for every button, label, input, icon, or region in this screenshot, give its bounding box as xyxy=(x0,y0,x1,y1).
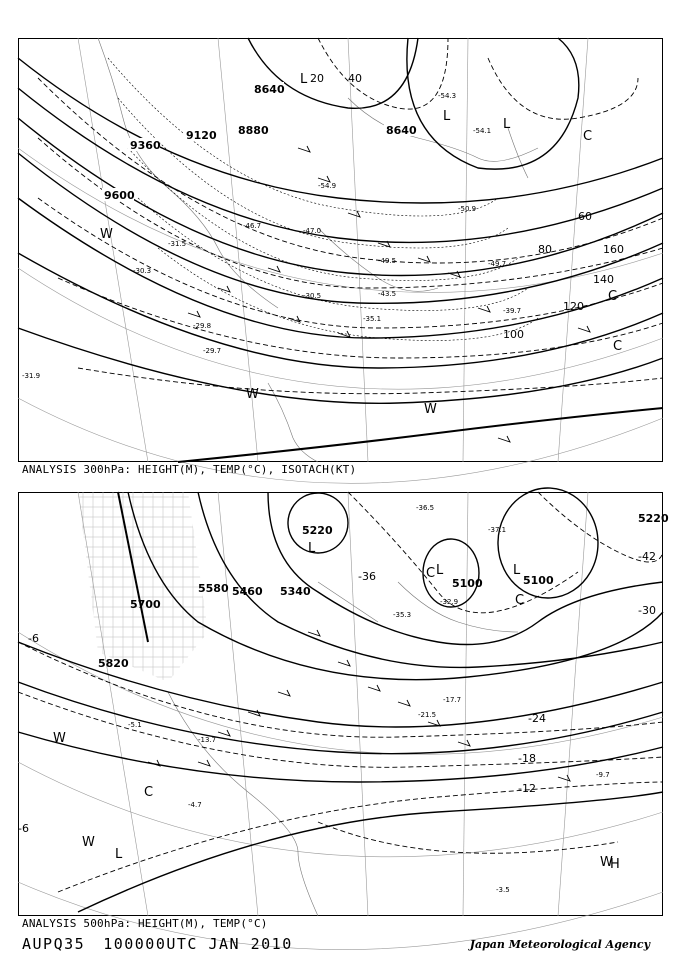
isotach-label: 80 xyxy=(538,243,552,256)
temperature-label: -31.5 xyxy=(168,240,187,248)
station-value: -17.7 xyxy=(443,696,462,704)
map-300hpa xyxy=(18,38,663,462)
temperature-label: -54.9 xyxy=(318,182,337,190)
low-mark: L xyxy=(308,541,316,556)
temperature-label: -54.3 xyxy=(438,92,457,100)
station-value: -37.1 xyxy=(488,526,507,534)
temperature-label: -30.3 xyxy=(133,267,152,275)
chart-identifier xyxy=(22,935,311,953)
chart-time: 100000UTC JAN 2010 xyxy=(103,935,293,953)
temperature-label: -29.7 xyxy=(203,347,222,355)
temperature-label: -50.9 xyxy=(458,205,477,213)
temperature-label: -49.7 xyxy=(488,260,507,268)
cold-mark: C xyxy=(426,566,436,581)
height-label: 8640 xyxy=(254,83,285,96)
height-label: 5100 xyxy=(452,577,483,590)
warm-mark: W xyxy=(100,227,113,242)
temperature-label: -54.1 xyxy=(473,127,492,135)
height-label: 5220 xyxy=(302,524,333,537)
height-label: 9600 xyxy=(104,189,135,202)
chart-500hpa xyxy=(18,492,669,916)
chart-300hpa xyxy=(18,38,663,462)
height-label: 8640 xyxy=(386,124,417,137)
isotherm-label: -24 xyxy=(528,712,546,725)
station-value: -21.5 xyxy=(418,711,437,719)
low-mark: L xyxy=(436,563,444,578)
height-label: 5820 xyxy=(98,657,129,670)
low-mark: L xyxy=(513,563,521,578)
map-500hpa xyxy=(18,492,669,916)
height-label: 9360 xyxy=(130,139,161,152)
isotach-label: 120 xyxy=(563,300,584,313)
warm-mark: W xyxy=(82,835,95,850)
isotach-label: 140 xyxy=(593,273,614,286)
isotach-label: 100 xyxy=(503,328,524,341)
cold-mark: C xyxy=(583,129,593,144)
isotherm-label: -30 xyxy=(638,604,656,617)
cold-mark: C xyxy=(613,339,623,354)
isotach-label: 20 xyxy=(310,72,324,85)
caption-500hpa: ANALYSIS 500hPa: HEIGHT(M), TEMP(°C) xyxy=(22,917,268,930)
height-label: 5220 xyxy=(638,512,669,525)
isotherm-label: -36 xyxy=(358,570,376,583)
station-value: -36.5 xyxy=(416,504,435,512)
temperature-label: -47.0 xyxy=(303,227,322,235)
height-label: 5700 xyxy=(130,598,161,611)
high-mark: H xyxy=(610,857,620,872)
caption-300hpa: ANALYSIS 300hPa: HEIGHT(M), TEMP(°C), ISOTACH(KT) xyxy=(22,463,357,476)
station-value: -5.1 xyxy=(128,721,142,729)
cold-mark: C xyxy=(144,785,154,800)
cold-mark: C xyxy=(608,289,618,304)
isotherm-label: -42 xyxy=(638,550,656,563)
low-mark: L xyxy=(503,117,511,132)
isotach-label: 40 xyxy=(348,72,362,85)
temperature-label: -49.5 xyxy=(378,257,397,265)
isotach-label: 60 xyxy=(578,210,592,223)
temperature-label: -29.8 xyxy=(193,322,212,330)
warm-mark: W xyxy=(246,387,259,402)
temperature-label: -30.5 xyxy=(303,292,322,300)
warm-mark: W xyxy=(53,731,66,746)
temperature-label: -39.7 xyxy=(503,307,522,315)
low-mark: L xyxy=(115,847,123,862)
isotach-label: 160 xyxy=(603,243,624,256)
station-value: -3.5 xyxy=(496,886,510,894)
low-mark: L xyxy=(300,72,308,87)
chart-code: AUPQ35 xyxy=(22,935,86,953)
station-value: -4.7 xyxy=(188,801,202,809)
warm-mark: W xyxy=(424,402,437,417)
station-value: -9.7 xyxy=(596,771,610,779)
cold-mark: C xyxy=(515,593,525,608)
isotherm-label: -12 xyxy=(518,782,536,795)
warm-mark: W xyxy=(600,855,613,870)
height-label: 5460 xyxy=(232,585,263,598)
temperature-label: -46.7 xyxy=(243,222,262,230)
station-value: -35.3 xyxy=(393,611,412,619)
isotherm-label: -6 xyxy=(28,632,39,645)
low-mark: L xyxy=(443,109,451,124)
temperature-label: -35.1 xyxy=(363,315,382,323)
temperature-label: -31.9 xyxy=(22,372,41,380)
station-value: -13.7 xyxy=(198,736,217,744)
height-label: 5340 xyxy=(280,585,311,598)
height-label: 8880 xyxy=(238,124,269,137)
isotherm-label: -6 xyxy=(18,822,29,835)
height-label: 9120 xyxy=(186,129,217,142)
station-value: -32.9 xyxy=(440,598,459,606)
height-label: 5100 xyxy=(523,574,554,587)
temperature-label: -43.5 xyxy=(378,290,397,298)
isotherm-label: -18 xyxy=(518,752,536,765)
agency-name: Japan Meteorological Agency xyxy=(469,938,650,951)
height-label: 5580 xyxy=(198,582,229,595)
